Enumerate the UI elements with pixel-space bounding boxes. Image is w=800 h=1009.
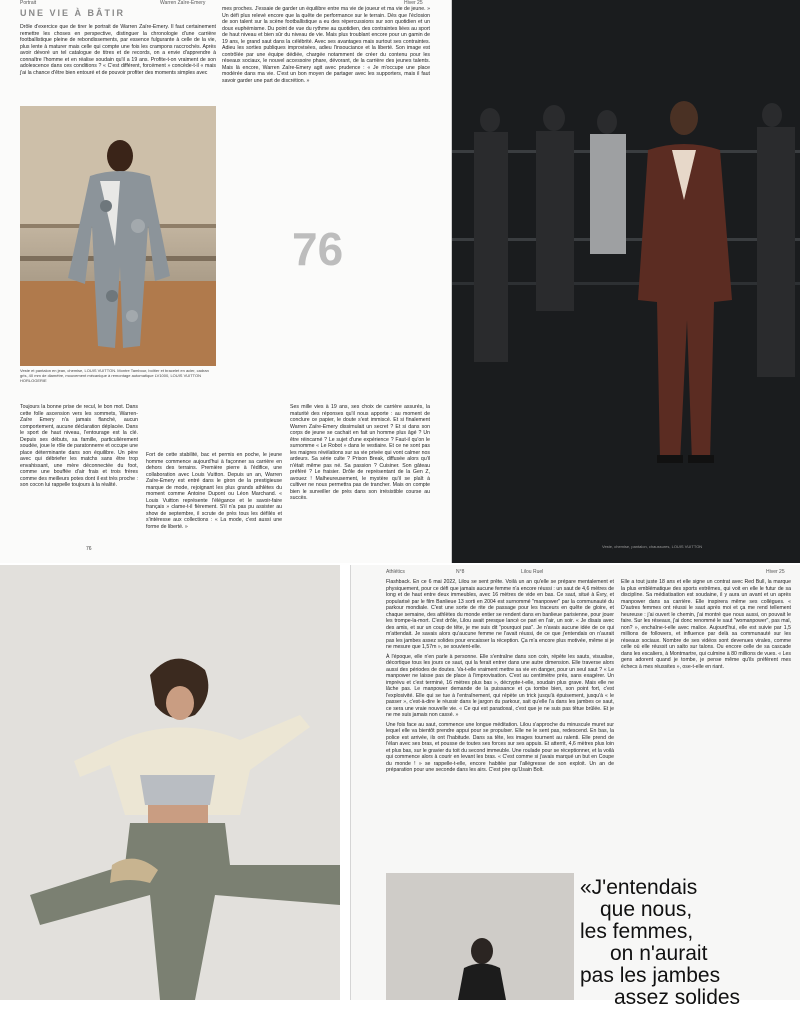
page-77-photo [452,0,800,563]
article-column-5 [290,404,430,505]
running-head-section: Athlétics [386,569,405,575]
photo-athlete-suit [452,0,800,563]
magazine-spread-bottom [0,565,800,1009]
running-head-season: Hiver 25 [766,569,785,575]
page-76 [0,0,452,563]
article-paragraph: À l'époque, elle n'en parle à personne. Elle s'entraîne dans son coin, répète les sauts, visualise, décortique tous les jours ce saut, qui la ferait entrer dans une autre dimension. Elle traverse alors aussi des périodes de doutes. Va-t-elle vraiment mettre sa vie en danger, pour un seul saut ? « Le manpower ne laisse pas de place à l'improvisation. C'est au centimètre près, sans exagérer. Un imprévu et c'est terminé, 16 mètres plus bas », décrypte-t-elle, soudain plus grave. Mais elle ne lâche pas. Le manpower demande de la puissance et ça tombe bien, son point fort, c'est l'explosivité. Elle qui se tue à l'entraînement, qui répète un trick jusqu'à épuisement, jusqu'à « le passer », c'est-à-dire le réussir dans le jargon du parkour, sait qu'elle l'a dans les jambes ce saut, ce sera une vraie nouvelle vie. « Ce qui est paradoxal, c'est que je ne suis pas têtue brûlée. Et je ne me suis jamais non cassé. » [386,653,614,718]
photo-athlete-jumping [0,565,340,1000]
photo-athlete-camo-illustration [20,106,216,366]
article-paragraph: Drôle d'exercice que de tirer le portrait de Warren Zaïre-Emery. Il faut certainement remettre les choses en perspective, distinguer la chronologie d'une carrière footballistique pleine de rebondissements, par essence fulgurante à celle de la vie, plus lente à maturer mais celle qui compte une fois les crampons raccrochés. Après avoir dévoré un tel catalogue de titres et de records, on a envie d'apprendre à connaître l'homme et en réalise soudain qu'il a 19 ans. Profite-t-on vraiment de son adolescence dans ces conditions ? « C'est différent, forcément » concède-t-il « mais j'ai la chance d'être bien entouré et de pouvoir profiter des moments simples avec [20,24,216,76]
photo-athlete-portrait-small [386,873,574,1000]
article-paragraph: Fort de cette stabilité, bac et permis en poche, le jeune homme commence aujourd'hui à façonner sa carrière en dehors des terrains. Première pierre à l'édifice, une collaboration avec Louis Vuitton. Depuis un an, Warren Zaïre-Emery est entré dans le giron de la prestigieuse marque de mode, rejoignant les plus grands athlètes du moment comme Antoine Dupont ou Léon Marchand. « Louis Vuitton représente l'élégance et le savoir-faire français » clame-t-il fièrement. S'il n'a pas pu assister au show de septembre, il scrute de près tous les défilés et s'intéresse aux collections : « La mode, c'est aussi une forme de liberté. » [146,452,282,530]
article-paragraph: Ses mille vies à 19 ans, ses choix de carrière assurés, la maturité des réponses qu'il nous apporte : au moment de conclure ce papier, le doute s'est immiscé. Et si finalement Warren Zaïre-Emery dissimulait un secret ? Et si dans son corps de jeune se cachait en fait un homme plus âgé ? Un être réincarné ? Le sujet d'une expérience ? Faut-il qu'on le surnomme « Le Robot » dans le vestiaire. Et ce ne sont pas les maigres révélations sur sa vie privée qui vont calmer nos ardeurs. Sa série culte ? Prison Break, diffusée alors qu'il n'était même pas né. Sa passion ? Cuisiner. Son gâteau préféré ? Le fraisier. Drôle de représentant de la Gen Z, avouez ! Malheureusement, le mystère qu'il se plaît à cultiver ne nous permettra pas de trancher. Mais on compte bien le surveiller de près dans son irrésistible course au succès. [290,404,430,501]
photo-caption: Veste, chemise, pantalon, chaussures, LOUIS VUITTON [602,544,703,549]
pull-quote [580,877,790,1009]
page-photo-dancer [0,565,340,1000]
article-column-1 [20,24,216,79]
page-folio: 76 [86,546,92,552]
article-paragraph: Elle a tout juste 18 ans et elle signe un contrat avec Red Bull, la marque la plus emblématique des sports extrêmes, qui voit en elle le futur de sa discipline. Sa médiatisation est soudaine, il y aura un avant et un après manpower dans sa carrière. Elle inspirera même ses collègues. « D'autres femmes ont réussi le saut après moi et ça me rend tellement heureuse : j'ai ouvert le chemin, j'ai montré que nous aussi, on pouvait le faire. Sur les réseaux, j'ai donc renommé le saut "womanpower", pas mal, non? », enchaîne-t-elle avec malice. Aujourd'hui, elle est suivie par 1,5 millions de followers, et influence par delà sa communauté sur les réseaux sociaux. Nombre de ses vidéos sont devenues virales, comme celle où elle réussit un salto sur talons. Ou encore celle de sa cascade dans les escaliers, à Montmartre, qui culmine à 80 millions de vues. « Les gens adorent quand je tombe, je pense même qu'ils préfèrent mes échecs à mes réussites », ose-t-elle en riant. [621,579,791,670]
photo-athlete-portrait-small-illustration [386,873,574,1000]
running-head-section: Portrait [20,0,37,6]
running-head-subject: Warren Zaïre-Emery [160,0,206,6]
running-head-issue: Hiver 25 [404,0,423,6]
pull-quote-line: «J'entendais [580,876,698,899]
article-paragraph: mes proches. J'essaie de garder un équilibre entre ma vie de joueur et ma vie de jeune. » Un défi plus relevé encore que la quête de performance sur le terrain. Dès que l'éclosion de son talent sur la scène footballistique a eu des répercussions sur son quotidien et un doux euphémisme. Du point de vue du rythme au quotidien, des contraintes liées au sport de haut niveau et bien sûr du niveau de vie. Mais plus troublant encore pour un gamin de 19 ans, le grand saut dans la célébrité. Avec ses avantages mais surtout ses contraintes. Adieu les sorties publiques improvisées, adieu l'insouciance et la liberté. Son image est contrôlée par une équipe dédiée, chargée notamment de créer du contenu pour les réseaux sociaux, le nouvel accessoire phare, dévorant, de la carrière des jeunes talents. Mais là encore, Warren Zaïre-Emery agit avec prudence : « Je m'occupe une place modérée dans ma vie. C'est un bon moyen de partager avec les supporters, mais il faut savoir garder une part de discrétion. » [222,6,430,84]
pull-quote-line: assez solides [614,986,741,1009]
photo-athlete-suit-illustration [452,0,800,563]
pull-quote-line: que nous, [600,898,693,921]
pull-quote-line: on n'aurait [610,942,708,965]
pull-quote-line: les femmes, [580,920,694,943]
photo-athlete-jumping-illustration [0,565,340,1000]
article-column-2 [222,6,430,87]
article-column-4 [146,452,282,533]
article-paragraph: Flashback. En ce 6 mai 2022, Lilou se sent prête. Voilà un an qu'elle se prépare mentalement et physiquement, pour ce défi que jamais aucune femme n'a encore réussi : un saut de 4,6 mètres de long et de haut entre deux immeubles, avec 16 mètres de vide en bas. Ce saut, situé à Évry, et popularisé par le film Banlieue 13 sorti en 2004 est surnommé "manpower" par la communauté du parkour mondiale. C'est une sorte de rite de passage pour les traceurs en quête de gloire, et chaque semaine, des athlètes du monde entier se rendent dans en banlieue parisienne, pour jouer les trompe-la-mort. C'est drôle, Lilou avait presque lancé ce pari en l'air, un soir. « Je disais avec des amis, et sur un coup de tête, je me suis dit "pourquoi pas". Je n'avais aucune idée de ce qui m'attendait. Je savais alors qu'aucune femme ne l'avait réussi, de ce que j'entendais on n'aurait pas les jambes assez solides pour encaisser la réception. Ça m'a encore plus motivée, même si je ne mesure que 1,57m », se souvient-elle. [386,579,614,650]
photo-athlete-camo-outfit [20,106,216,366]
page-number-large: 76 [292,223,344,275]
article-paragraph: Une fois face au saut, commence une longue méditation. Lilou s'approche du minuscule muret sur lequel elle va bientôt prendre appui pour se propulser. Elle ne le sent pas, redescend. En bas, la police est arrivée, ils ont l'habitude. Dans sa tête, les images tournent au ralenti. Elle prend de l'élan avec ses bras, et pousse de toutes ses forces sur ses appuis. Et atterrit, 4,6 mètres plus loin et plus bas, sur le gravier du toit du second immeuble. Une roulade pour se réceptionner, et la voilà qui commence alors à courir en levant les bras. « C'est comme si j'avais marqué un but en Coupe du monde ! » se rappelle-t-elle, encore habitée par l'allégresse de son exploit. Un an de préparation pour une seconde dans les airs. C'est pire qu'Usain Bolt. [386,721,614,773]
article-section-title: UNE VIE À BÂTIR [20,8,126,18]
article-column-1 [386,579,614,777]
article-paragraph: Toujours la bonne prise de recul, le bon mot. Dans cette folle ascension vers les sommets, Warren-Zaïre Emery n'a jamais flanché, aucun comportement, aucune déclaration déplacée. Dans le sport de haut niveau, l'entourage est la clé. Depuis ses débuts, sa famille, particulièrement soudée, joue le rôle de paratonnerre et occupe une place déterminante dans son équilibre. Un père avec qui débriefer les matchs sans être trop envahissant, une mère déconnectée du foot, comme une bouffée d'air frais et trois frères comme des meilleurs potes dont il est très proche : son cocon lui rappelle toujours à la réalité. [20,404,138,488]
running-head-subject: Lilou Ruel [521,569,544,575]
article-column-2 [621,579,791,673]
pull-quote-line: pas les jambes [580,964,721,987]
running-head-issue-number: N°8 [456,569,465,575]
article-column-3 [20,404,138,492]
photo-caption: Veste et pantalon en jean, chemise, LOUIS VUITTON. Montre Tambour, boîtier et bracelet en acier, cadran gris, 40 mm de diamètre, mouvement mécanique à remontage automatique LV1000, LOUIS VUITTON HORLOGERIE [20,368,209,383]
